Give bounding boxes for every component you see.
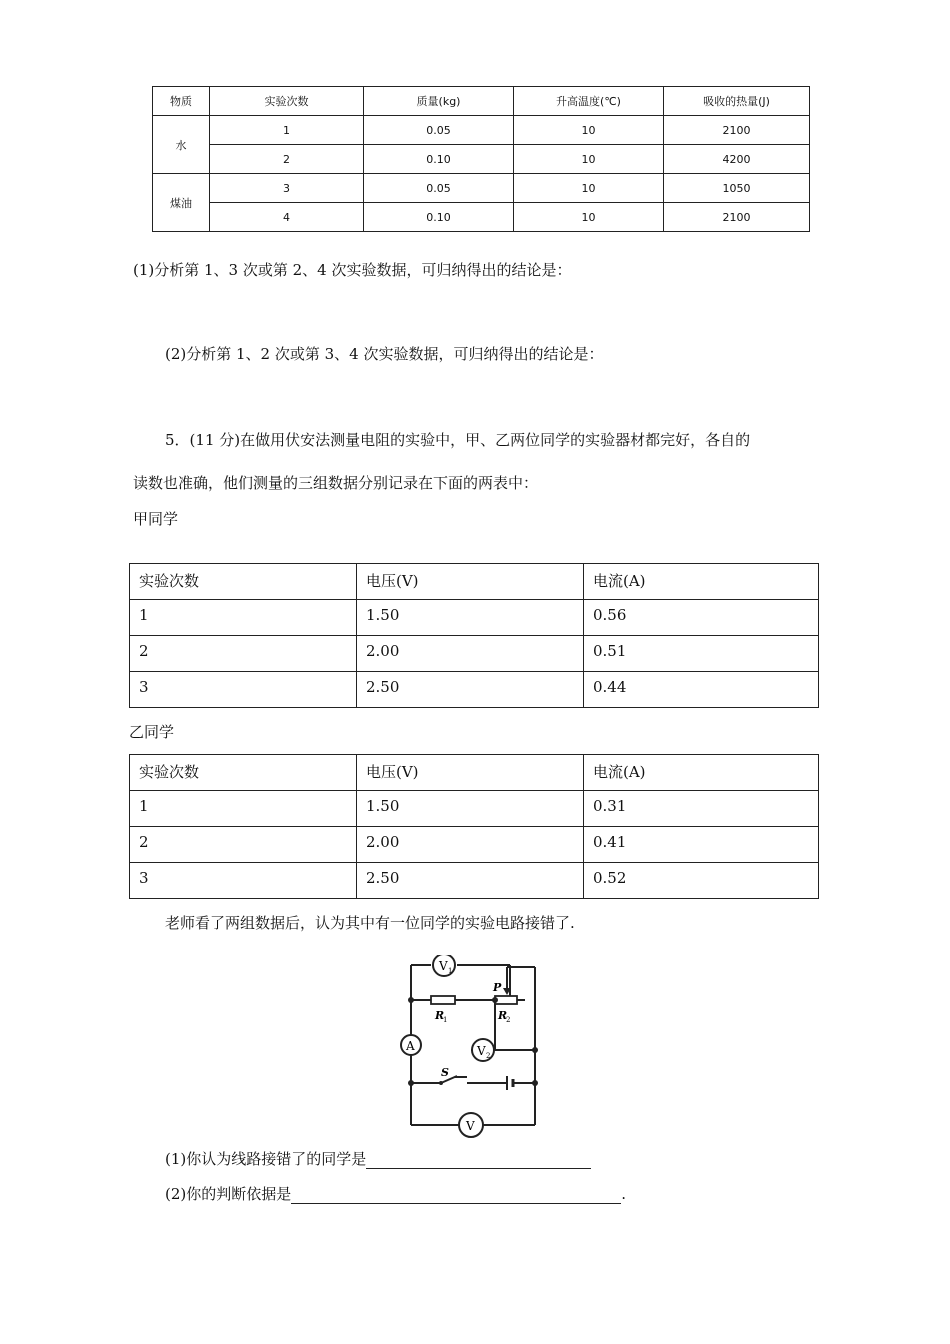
table-cell: 2 [130, 636, 357, 672]
table-cell: 2100 [664, 116, 810, 145]
answer-blank-2[interactable] [291, 1187, 621, 1204]
problem-5-line-1: 5．(11 分)在做用伏安法测量电阻的实验中，甲、乙两位同学的实验器材都完好，各自的 [165, 431, 751, 449]
header-cell: 电压(V) [357, 755, 584, 791]
header-cell: 电流(A) [584, 564, 819, 600]
table-cell: 2.00 [357, 636, 584, 672]
sub-question-1-text: (1)你认为线路接错了的同学是 [165, 1150, 367, 1168]
slider-label: P [493, 981, 502, 994]
label-yi: 乙同学 [129, 723, 175, 741]
table-cell: 1 [130, 791, 357, 827]
v-label: V [466, 1119, 475, 1133]
table-cell: 0.51 [584, 636, 819, 672]
table-jia [129, 563, 819, 708]
resistor-r1 [431, 996, 455, 1004]
table-row [153, 203, 810, 232]
sub-question-2-period: . [621, 1185, 627, 1203]
header-cell: 升高温度(℃) [514, 87, 664, 116]
table-header-row [130, 564, 819, 600]
table-cell: 1 [210, 116, 364, 145]
table-row [130, 672, 819, 708]
table-cell: 1.50 [357, 600, 584, 636]
r2-label: R [498, 1009, 508, 1022]
table-cell: 2 [210, 145, 364, 174]
header-cell: 质量(kg) [364, 87, 514, 116]
problem-5-line-2: 读数也准确，他们测量的三组数据分别记录在下面的两表中： [133, 474, 539, 492]
header-cell: 实验次数 [130, 564, 357, 600]
table-cell: 2.50 [357, 863, 584, 899]
table-row [153, 116, 810, 145]
table-cell: 3 [130, 672, 357, 708]
table-cell: 2.50 [357, 672, 584, 708]
ammeter-label: A [406, 1039, 415, 1053]
table-row [153, 145, 810, 174]
header-cell: 电压(V) [357, 564, 584, 600]
table-cell: 0.44 [584, 672, 819, 708]
table-cell: 2 [130, 827, 357, 863]
table-cell: 1050 [664, 174, 810, 203]
table-cell: 3 [210, 174, 364, 203]
header-cell: 电流(A) [584, 755, 819, 791]
v2-subscript: 2 [486, 1052, 491, 1060]
table-cell: 10 [514, 145, 664, 174]
table-row [130, 636, 819, 672]
table-cell: 4 [210, 203, 364, 232]
table-cell: 10 [514, 116, 664, 145]
table-cell: 0.41 [584, 827, 819, 863]
table-row [130, 791, 819, 827]
v2-label: V [477, 1044, 486, 1058]
label-jia: 甲同学 [133, 510, 179, 528]
v1-label: V [439, 959, 448, 973]
rheostat-r2 [495, 996, 517, 1004]
header-cell: 实验次数 [210, 87, 364, 116]
table-cell: 0.05 [364, 116, 514, 145]
table-yi [129, 754, 819, 899]
substance-cell: 煤油 [153, 174, 210, 232]
switch-label: S [441, 1066, 449, 1079]
table-cell: 0.56 [584, 600, 819, 636]
table-cell: 2.00 [357, 827, 584, 863]
table-header-row [153, 87, 810, 116]
table-row [130, 827, 819, 863]
table-cell: 1.50 [357, 791, 584, 827]
table-cell: 1 [130, 600, 357, 636]
question-2: (2)分析第 1、2 次或第 3、4 次实验数据，可归纳得出的结论是： [165, 345, 604, 363]
table-cell: 0.05 [364, 174, 514, 203]
sub-question-2 [165, 1183, 626, 1204]
sub-question-2-text: (2)你的判断依据是 [165, 1185, 292, 1203]
table-header-row [130, 755, 819, 791]
table-cell: 0.52 [584, 863, 819, 899]
table-cell: 10 [514, 203, 664, 232]
r1-label: R [435, 1009, 445, 1022]
table-row [130, 863, 819, 899]
heat-table [152, 86, 810, 232]
table-cell: 3 [130, 863, 357, 899]
table-cell: 0.10 [364, 145, 514, 174]
r2-subscript: 2 [506, 1016, 511, 1024]
r1-subscript: 1 [443, 1016, 448, 1024]
answer-blank-1[interactable] [366, 1152, 591, 1169]
header-cell: 实验次数 [130, 755, 357, 791]
sub-question-1 [165, 1148, 591, 1169]
table-row [153, 174, 810, 203]
table-cell: 4200 [664, 145, 810, 174]
table-cell: 10 [514, 174, 664, 203]
table-cell: 0.31 [584, 791, 819, 827]
circuit-diagram [395, 955, 555, 1140]
v1-subscript: 1 [448, 967, 453, 975]
table-cell: 0.10 [364, 203, 514, 232]
substance-cell: 水 [153, 116, 210, 174]
header-cell: 吸收的热量(J) [664, 87, 810, 116]
table-row [130, 600, 819, 636]
teacher-remark: 老师看了两组数据后，认为其中有一位同学的实验电路接错了. [165, 914, 575, 932]
question-1: (1)分析第 1、3 次或第 2、4 次实验数据，可归纳得出的结论是： [133, 261, 572, 279]
table-cell: 2100 [664, 203, 810, 232]
header-cell: 物质 [153, 87, 210, 116]
